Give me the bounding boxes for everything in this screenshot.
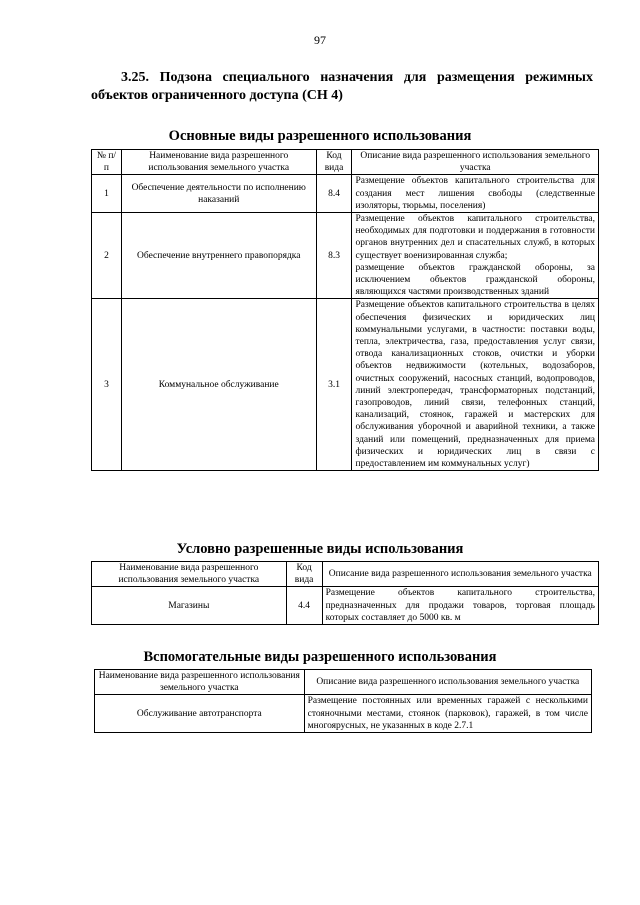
row-num: 1	[92, 175, 122, 213]
row-desc: Размещение постоянных или временных гаражей с несколькими стояночными местами, стоянок (парковок), гаражей, в том числе многоярусных, не указанных в коде 2.7.1	[304, 695, 591, 733]
header-desc: Описание вида разрешенного использования земельного участка	[352, 150, 599, 175]
conditional-uses-table	[91, 561, 599, 625]
table-row	[92, 299, 599, 471]
row-code: 4.4	[286, 587, 322, 625]
table-row	[95, 695, 592, 733]
table-row	[92, 587, 599, 625]
header-name: Наименование вида разрешенного использования земельного участка	[95, 670, 305, 695]
auxiliary-uses-title: Вспомогательные виды разрешенного использования	[143, 649, 497, 665]
row-code: 8.3	[316, 213, 352, 299]
row-desc-part-1: Размещение объектов капитального строительства, необходимых для подготовки и поддержания в готовности органов внутренних дел и спасательных служб, в которых существует военизированная служба;	[355, 214, 595, 261]
row-name: Обслуживание автотранспорта	[95, 695, 305, 733]
row-num: 3	[92, 299, 122, 471]
header-num: № п/п	[92, 150, 122, 175]
main-uses-title: Основные виды разрешенного использования	[168, 128, 472, 144]
header-code: Код вида	[316, 150, 352, 175]
table-row	[92, 175, 599, 213]
row-desc: Размещение объектов капитального строительства для создания мест лишения свободы (следственные изоляторы, тюрьмы, поселения)	[352, 175, 599, 213]
row-name: Коммунальное обслуживание	[121, 299, 316, 471]
header-desc: Описание вида разрешенного использования земельного участка	[304, 670, 591, 695]
table-header-row	[92, 150, 599, 175]
row-name: Обеспечение деятельности по исполнению наказаний	[121, 175, 316, 213]
header-name: Наименование вида разрешенного использования земельного участка	[121, 150, 316, 175]
section-title: 3.25. Подзона специального назначения для размещения режимных объектов ограниченного доступа (СН 4)	[91, 70, 593, 103]
row-name: Магазины	[92, 587, 287, 625]
conditional-uses-title: Условно разрешенные виды использования	[176, 541, 464, 557]
row-desc-part-2: размещение объектов гражданской обороны, за исключением объектов гражданской обороны, являющихся частями производственных зданий	[355, 262, 595, 298]
table-header-row	[95, 670, 592, 695]
table-row	[92, 213, 599, 299]
row-code: 3.1	[316, 299, 352, 471]
header-desc: Описание вида разрешенного использования земельного участка	[322, 562, 598, 587]
row-name: Обеспечение внутреннего правопорядка	[121, 213, 316, 299]
row-desc	[352, 213, 599, 299]
header-code: Код вида	[286, 562, 322, 587]
row-desc: Размещение объектов капитального строительства, предназначенных для продажи товаров, торговая площадь которых составляет до 5000 кв. м	[322, 587, 598, 625]
page-number: 97	[314, 33, 326, 47]
table-header-row	[92, 562, 599, 587]
row-num: 2	[92, 213, 122, 299]
auxiliary-uses-table	[94, 669, 592, 733]
row-desc: Размещение объектов капитального строительства в целях обеспечения физических и юридических лиц коммунальными услугами, в частности: поставки воды, тепла, электричества, газа, предоставления услуг связи, отвода канализационных стоков, очистки и уборки объектов недвижимости (котельных, водозаборов, очистных сооружений, насосных станций, водопроводов, линий электропередач, трансформаторных подстанций, газопроводов, линий связи, телефонных станций, канализаций, стоянок, гаражей и мастерских для обслуживания уборочной и аварийной техники, а также зданий или помещений, предназначенных для приема физических и юридических лиц в связи с предоставлением им коммунальных услуг)	[352, 299, 599, 471]
header-name: Наименование вида разрешенного использования земельного участка	[92, 562, 287, 587]
main-uses-table	[91, 149, 599, 471]
row-code: 8.4	[316, 175, 352, 213]
